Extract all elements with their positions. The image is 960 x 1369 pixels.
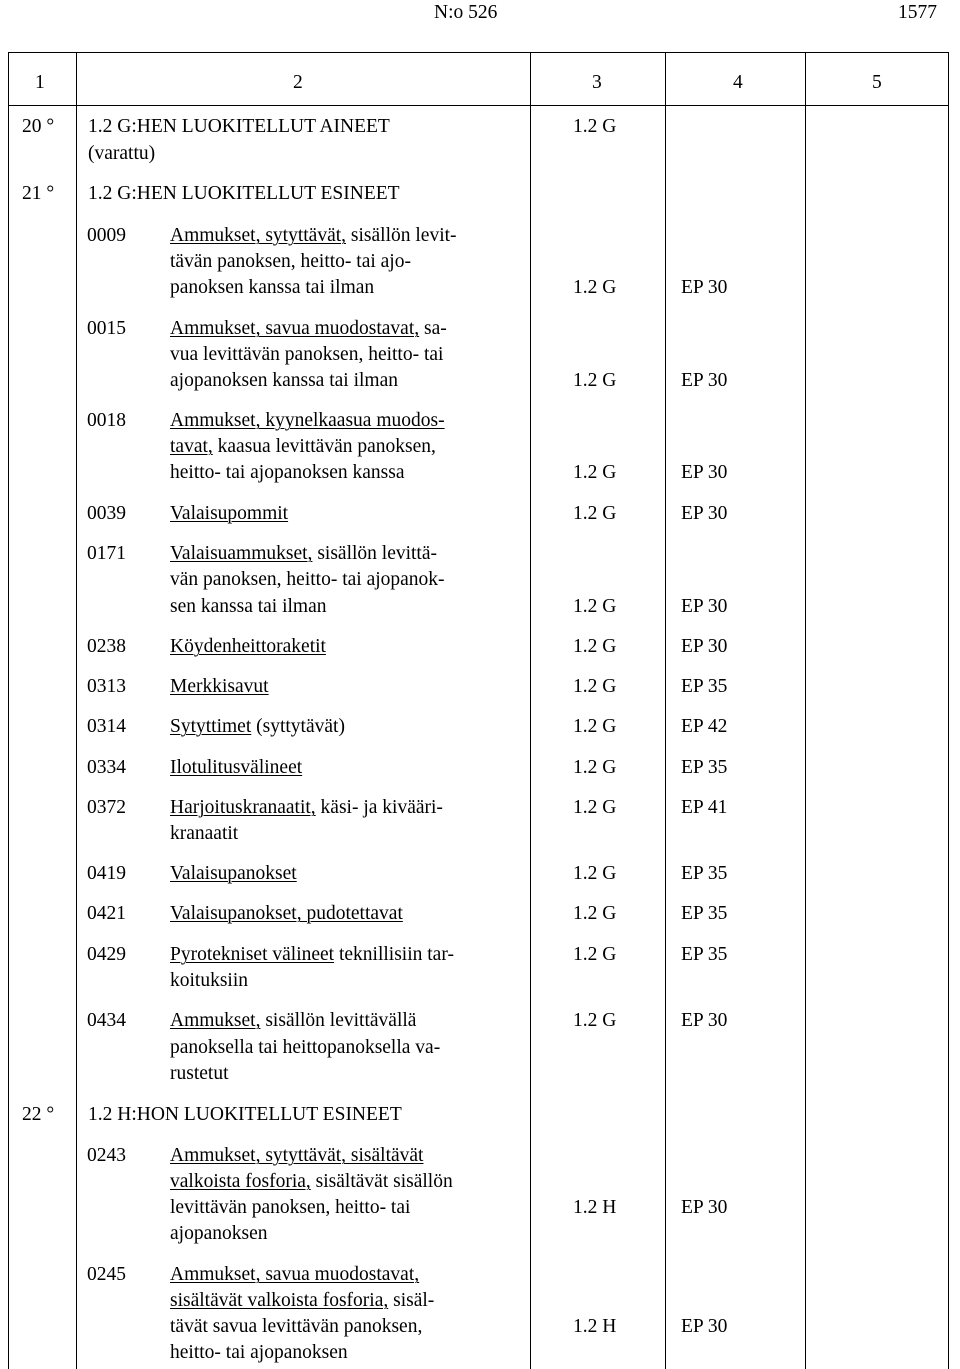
- item-line-1: [170, 941, 454, 968]
- column-header-1: 1: [35, 72, 45, 93]
- item-name-link: Merkkisavut: [170, 676, 269, 697]
- packing-code: EP 41: [681, 797, 728, 818]
- item-name-link: Pyrotekniset välineet: [170, 944, 335, 965]
- item-name-link: Ammukset, sytyttävät,: [170, 225, 347, 246]
- un-code: 0243: [87, 1145, 126, 1166]
- item-line-3: ajopanoksen kanssa tai ilman: [170, 370, 398, 391]
- item-line-1: [170, 633, 326, 660]
- degree-sign: °: [46, 116, 55, 137]
- packing-code: EP 30: [681, 462, 728, 483]
- item-line-1: [170, 315, 447, 342]
- item-name-link: Ammukset, savua muodostavat,: [170, 1264, 420, 1285]
- item-text: sisäl-: [388, 1290, 435, 1311]
- packing-code: EP 35: [681, 757, 728, 778]
- packing-code: EP 35: [681, 863, 728, 884]
- section-number: [22, 180, 54, 207]
- un-code: 0334: [87, 757, 126, 778]
- degree-sign: °: [46, 1104, 55, 1125]
- item-line-1: [170, 1142, 423, 1169]
- item-text: sisällön levittä-: [312, 543, 437, 564]
- classification-code: 1.2 G: [573, 757, 617, 778]
- item-line-2: [170, 1168, 453, 1195]
- item-line-2: vän panoksen, heitto- tai ajopanok-: [170, 569, 445, 590]
- section-title: 1.2 G:HEN LUOKITELLUT ESINEET: [88, 183, 400, 204]
- item-line-2: tävän panoksen, heitto- tai ajo-: [170, 251, 411, 272]
- item-name-link: Valaisupommit: [170, 503, 289, 524]
- item-line-2: panoksella tai heittopanoksella va-: [170, 1037, 441, 1058]
- classification-code: 1.2 G: [573, 596, 617, 617]
- classification-code: 1.2 G: [573, 716, 617, 737]
- item-line-2: [170, 433, 436, 460]
- classification-code: 1.2 H: [573, 1197, 617, 1218]
- section-number: [22, 113, 54, 140]
- un-code: 0429: [87, 944, 126, 965]
- item-name-link: valkoista fosforia,: [170, 1171, 311, 1192]
- item-name-link: Köydenheittoraketit: [170, 636, 326, 657]
- packing-code: EP 35: [681, 944, 728, 965]
- classification-code: 1.2 H: [573, 1316, 617, 1337]
- classification-code: 1.2 G: [573, 277, 617, 298]
- item-name-link: Sytyttimet: [170, 716, 252, 737]
- item-line-2: kranaatit: [170, 823, 239, 844]
- column-header-3: 3: [592, 72, 602, 93]
- section-title: 1.2 G:HEN LUOKITELLUT AINEET: [88, 116, 390, 137]
- packing-code: EP 30: [681, 636, 728, 657]
- item-line-3: sen kanssa tai ilman: [170, 596, 327, 617]
- classification-code: 1.2 G: [573, 503, 617, 524]
- item-line-2: koituksiin: [170, 970, 249, 991]
- item-line-1: [170, 540, 437, 567]
- section-class-code: 1.2 G: [573, 116, 617, 137]
- item-line-1: [170, 1007, 416, 1034]
- item-text: käsi- ja kivääri-: [315, 797, 443, 818]
- item-text: kaasua levittävän panoksen,: [212, 436, 436, 457]
- un-code: 0314: [87, 716, 126, 737]
- item-name-link: Ammukset,: [170, 1010, 261, 1031]
- classification-code: 1.2 G: [573, 370, 617, 391]
- table-top-rule: [8, 52, 949, 53]
- un-code: 0018: [87, 410, 126, 431]
- page-number: 1577: [898, 2, 937, 23]
- classification-code: 1.2 G: [573, 676, 617, 697]
- un-code: 0372: [87, 797, 126, 818]
- item-line-1: [170, 673, 269, 700]
- classification-code: 1.2 G: [573, 1010, 617, 1031]
- col-divider-1-2: [76, 52, 77, 1369]
- un-code: 0009: [87, 225, 126, 246]
- item-line-1: [170, 754, 302, 781]
- section-title-note: (varattu): [88, 143, 156, 164]
- item-line-1: [170, 500, 288, 527]
- section-number-value: 22: [22, 1104, 42, 1125]
- packing-code: EP 30: [681, 1197, 728, 1218]
- classification-code: 1.2 G: [573, 462, 617, 483]
- col-divider-4-5: [805, 52, 806, 1369]
- item-line-1: [170, 1261, 419, 1288]
- header-bottom-rule: [8, 105, 949, 106]
- packing-code: EP 30: [681, 370, 728, 391]
- item-line-3: rustetut: [170, 1063, 229, 1084]
- column-header-5: 5: [872, 72, 882, 93]
- item-line-1: [170, 794, 443, 821]
- item-line-2: [170, 1287, 434, 1314]
- classification-code: 1.2 G: [573, 863, 617, 884]
- packing-code: EP 35: [681, 676, 728, 697]
- item-name-link: Harjoituskranaatit,: [170, 797, 316, 818]
- item-line-3: panoksen kanssa tai ilman: [170, 277, 375, 298]
- item-line-1: [170, 860, 297, 887]
- packing-code: EP 30: [681, 596, 728, 617]
- item-line-3: tävät savua levittävän panoksen,: [170, 1316, 423, 1337]
- item-name-link: sisältävät valkoista fosforia,: [170, 1290, 389, 1311]
- un-code: 0421: [87, 903, 126, 924]
- un-code: 0419: [87, 863, 126, 884]
- item-line-1: [170, 222, 457, 249]
- column-header-2: 2: [293, 72, 303, 93]
- item-text: sa-: [419, 318, 447, 339]
- item-text: (syttytävät): [251, 716, 345, 737]
- un-code: 0171: [87, 543, 126, 564]
- classification-code: 1.2 G: [573, 636, 617, 657]
- item-text: sisällön levit-: [346, 225, 457, 246]
- item-text: sisältävät sisällön: [310, 1171, 453, 1192]
- packing-code: EP 30: [681, 1010, 728, 1031]
- column-header-4: 4: [733, 72, 743, 93]
- un-code: 0015: [87, 318, 126, 339]
- un-code: 0039: [87, 503, 126, 524]
- item-name-link: Valaisupanokset: [170, 863, 297, 884]
- classification-code: 1.2 G: [573, 903, 617, 924]
- item-line-1: [170, 713, 345, 740]
- item-line-4: ajopanoksen: [170, 1223, 268, 1244]
- packing-code: EP 35: [681, 903, 728, 924]
- item-text: teknillisiin tar-: [334, 944, 454, 965]
- item-line-3: heitto- tai ajopanoksen kanssa: [170, 462, 405, 483]
- item-line-2: vua levittävän panoksen, heitto- tai: [170, 344, 444, 365]
- item-name-link: Valaisuammukset,: [170, 543, 313, 564]
- item-name-link: Ammukset, kyynelkaasua muodos-: [170, 410, 445, 431]
- item-name-link: Valaisupanokset, pudotettavat: [170, 903, 403, 924]
- packing-code: EP 42: [681, 716, 728, 737]
- packing-code: EP 30: [681, 503, 728, 524]
- packing-code: EP 30: [681, 1316, 728, 1337]
- document-number: N:o 526: [434, 2, 498, 23]
- un-code: 0313: [87, 676, 126, 697]
- item-line-1: [170, 900, 403, 927]
- classification-code: 1.2 G: [573, 944, 617, 965]
- item-line-1: [170, 407, 445, 434]
- section-title: 1.2 H:HON LUOKITELLUT ESINEET: [88, 1104, 402, 1125]
- un-code: 0434: [87, 1010, 126, 1031]
- table-left-border: [8, 52, 9, 1369]
- un-code: 0238: [87, 636, 126, 657]
- item-line-4: heitto- tai ajopanoksen: [170, 1342, 348, 1363]
- table-right-border: [948, 52, 949, 1369]
- section-number-value: 21: [22, 183, 42, 204]
- col-divider-2-3: [530, 52, 531, 1369]
- classification-code: 1.2 G: [573, 797, 617, 818]
- item-line-3: levittävän panoksen, heitto- tai: [170, 1197, 411, 1218]
- item-name-link: Ammukset, savua muodostavat,: [170, 318, 420, 339]
- item-name-link: Ammukset, sytyttävät, sisältävät: [170, 1145, 424, 1166]
- col-divider-3-4: [665, 52, 666, 1369]
- degree-sign: °: [46, 183, 55, 204]
- section-number-value: 20: [22, 116, 42, 137]
- packing-code: EP 30: [681, 277, 728, 298]
- section-number: [22, 1101, 54, 1128]
- item-text: sisällön levittävällä: [260, 1010, 417, 1031]
- item-name-link: Ilotulitusvälineet: [170, 757, 303, 778]
- item-name-link: tavat,: [170, 436, 213, 457]
- un-code: 0245: [87, 1264, 126, 1285]
